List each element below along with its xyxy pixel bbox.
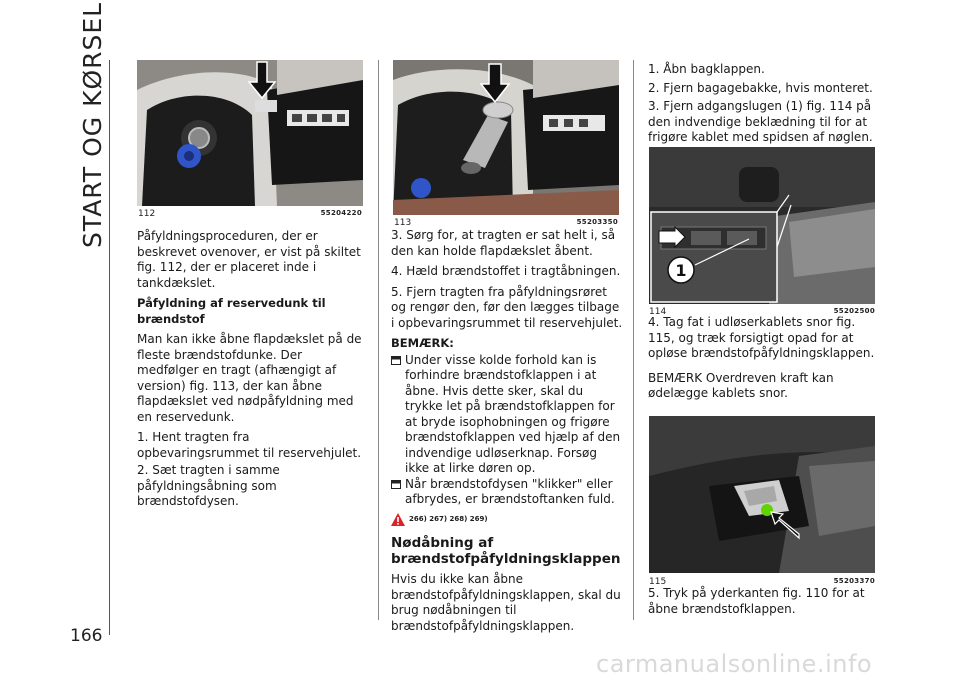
figure-113-number: 113: [394, 218, 412, 228]
note-item: Under visse kolde forhold kan is forhindre brændstofklappen i at åbne. Hvis dette sker, skal du trykke let på brændstofklappen for at bryde isophobningen og frigøre brændstofklappen ved hjælp af den indvendige udløserknap. Forsøg ikke at lirke døren op.: [391, 353, 623, 477]
paragraph: Hvis du ikke kan åbne brændstofpåfyldningsklappen, skal du brug nødåbningen til brændstofpåfyldningsklappen.: [391, 572, 621, 633]
page-number: 166: [70, 626, 103, 646]
figure-112-image: [137, 60, 363, 206]
figure-113-image: [393, 60, 619, 215]
column-divider-2: [633, 60, 634, 620]
note-icon: [391, 356, 401, 365]
trunk-access-hatch-illustration: [649, 147, 875, 304]
step-3: 3. Sørg for, at tragten er sat helt i, så den kan holde flapdækslet åbent.: [391, 228, 616, 258]
figure-114-code: 55202500: [833, 307, 875, 315]
step-5: 5. Tryk på yderkanten fig. 110 for at åbne brændstofklappen.: [648, 586, 865, 616]
figure-112-code: 55204220: [320, 209, 362, 217]
subheading-reserve-can: Påfyldning af reservedunk til brændstof: [137, 296, 326, 326]
step-4: 4. Tag fat i udløserkablets snor fig. 115, og træk forsigtigt opad for at opløse brændstofpåfyldningsklappen.: [648, 315, 875, 360]
figure-112-number: 112: [138, 209, 156, 219]
figure-115-code: 55203370: [833, 577, 875, 585]
section-divider: [109, 60, 110, 635]
callout-label: 1: [675, 261, 687, 280]
figure-112-caption: [138, 209, 362, 219]
column-3-bottom: [648, 586, 880, 622]
column-1: [137, 229, 365, 515]
section-heading-emergency-opening: Nødåbning af brændstofpåfyldningsklappen: [391, 535, 621, 567]
column-divider-1: [378, 60, 379, 620]
fuel-flap-open-illustration: [137, 60, 363, 206]
figure-113-caption: [394, 218, 618, 228]
caution-paragraph: BEMÆRK Overdreven kraft kan ødelægge kablets snor.: [648, 370, 834, 400]
funnel-in-filler-illustration: [393, 60, 619, 215]
figure-115-image: [649, 416, 875, 573]
figure-114-number: 114: [649, 307, 667, 317]
figure-115-number: 115: [649, 577, 667, 587]
step-2: 2. Sæt tragten i samme påfyldningsåbning som brændstofdysen.: [137, 463, 280, 508]
figure-114-image: [649, 147, 875, 304]
note-label: BEMÆRK:: [391, 336, 454, 350]
paragraph: Påfyldningsproceduren, der er beskrevet ovenover, er vist på skiltet fig. 112, der er placeret inde i tankdækslet.: [137, 229, 361, 290]
figure-113-code: 55203350: [576, 218, 618, 226]
release-cable-illustration: [649, 416, 875, 573]
warning-icon: [391, 513, 405, 526]
step-5: 5. Fjern tragten fra påfyldningsrøret og rengør den, før den lægges tilbage i opbevaringsrummet til reservehjulet.: [391, 284, 623, 330]
column-2: [391, 228, 623, 639]
column-3-top: [648, 62, 880, 151]
warning-references: 266) 267) 268) 269): [391, 512, 623, 528]
step-3: 3. Fjern adgangslugen (1) fig. 114 på den indvendige beklædning til for at frigøre kablet med spidsen af nøglen.: [648, 99, 873, 144]
step-1: 1. Hent tragten fra opbevaringsrummet til reservehjulet.: [137, 430, 362, 460]
note-icon: [391, 480, 401, 489]
column-3-middle: [648, 315, 880, 407]
step-1: 1. Åbn bagklappen.: [648, 62, 765, 76]
section-title: START OG KØRSEL: [78, 1, 107, 248]
step-2: 2. Fjern bagagebakke, hvis monteret.: [648, 80, 873, 95]
watermark: carmanualsonline.info: [596, 650, 873, 678]
paragraph: Man kan ikke åbne flapdækslet på de fleste brændstofdunke. Der medfølger en tragt (afhængigt af version) fig. 113, der kan åbne flapdækslet ved nødpåfyldning med en reservedunk.: [137, 332, 362, 424]
note-item: Når brændstofdysen "klikker" eller afbrydes, er brændstoftanken fuld.: [391, 477, 623, 508]
step-4: 4. Hæld brændstoffet i tragtåbningen.: [391, 264, 621, 278]
